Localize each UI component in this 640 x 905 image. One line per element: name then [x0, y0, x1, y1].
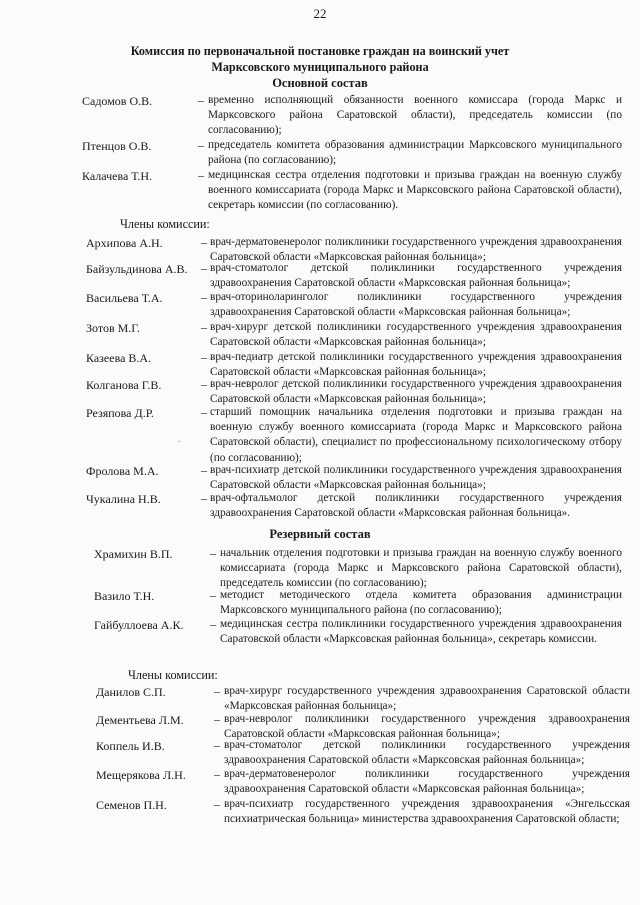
margin-mark: .: [178, 434, 181, 445]
reserve-member-description: врач-стоматолог детской поликлиники государственного учреждения здравоохранения Саратовской области «Марксовская районная больница»;: [224, 739, 630, 767]
main-member-name: Зотов М.Г.: [86, 321, 140, 335]
reserve-member-name: Мещерякова Л.Н.: [96, 768, 186, 782]
main-member-description: врач-стоматолог детской поликлиники государственного учреждения здравоохранения Саратовской области «Марксовская районная больница»;: [210, 262, 622, 290]
main-leader-name: Калачева Т.Н.: [82, 169, 153, 183]
main-member-name: Казеева В.А.: [86, 351, 152, 365]
main-member-dash: –: [201, 377, 207, 391]
reserve-leader-description: методист методического отдела комитета образования администрации Марксовского муниципального района (по согласованию);: [220, 589, 622, 617]
main-leader-name: Птенцов О.В.: [82, 139, 152, 153]
main-member-description: врач-офтальмолог детской поликлиники государственного учреждения здравоохранения Саратовской области «Марксовская районная больница».: [210, 492, 622, 520]
main-leader-description: председатель комитета образования администрации Марксовского муниципального района (по согласованию);: [208, 139, 622, 167]
main-leader-dash: –: [198, 138, 204, 152]
main-member-dash: –: [201, 350, 207, 364]
reserve-member-description: врач-дерматовенеролог поликлиники государственного учреждения здравоохранения Саратовской области «Марксовская районная больница»;: [224, 768, 630, 796]
main-member-dash: –: [201, 405, 207, 419]
main-member-name: Васильева Т.А.: [86, 291, 163, 305]
main-leader-description: медицинская сестра отделения подготовки и призыва граждан на военную службу военного комиссариата (города Маркс и Марксовского района Саратовской области), секретарь комиссии (по согласованию).: [208, 169, 622, 212]
main-members-label: Члены комиссии:: [120, 217, 210, 231]
reserve-member-dash: –: [214, 797, 220, 811]
main-member-description: врач-дерматовенеролог поликлиники государственного учреждения здравоохранения Саратовской области «Марксовская районная больница»;: [210, 236, 622, 264]
page-number: 22: [313, 6, 327, 21]
main-member-description: врач-педиатр детской поликлиники государственного учреждения здравоохранения Саратовской области «Марксовская районная больница»;: [210, 351, 622, 379]
reserve-leader-name: Вазило Т.Н.: [94, 589, 155, 603]
main-member-dash: –: [201, 463, 207, 477]
reserve-members-label: Члены комиссии:: [128, 668, 218, 682]
reserve-leader-dash: –: [210, 546, 216, 560]
main-leader-name: Садомов О.В.: [82, 94, 153, 108]
document-title-line-1: Комиссия по первоначальной постановке граждан на воинский учет: [130, 44, 510, 58]
main-member-description: врач-невролог детской поликлиники государственного учреждения здравоохранения Саратовской области «Марксовская районная больница»;: [210, 378, 622, 406]
reserve-leader-description: медицинская сестра поликлиники государственного учреждения здравоохранения Саратовской области «Марксовская районная больница», секретарь комиссии.: [220, 618, 622, 646]
reserve-leader-name: Храмихин В.П.: [94, 547, 173, 561]
reserve-member-dash: –: [214, 712, 220, 726]
main-member-name: Байзульдинова А.В.: [86, 262, 188, 276]
main-composition-heading: Основной состав: [272, 76, 368, 90]
reserve-leader-description: начальник отделения подготовки и призыва граждан на военную службу военного комиссариата (города Маркс и Марксовского района Саратовской области), председатель комиссии (по согласованию);: [220, 547, 622, 590]
main-member-dash: –: [201, 261, 207, 275]
main-member-dash: –: [201, 235, 207, 249]
main-member-dash: –: [201, 320, 207, 334]
reserve-member-dash: –: [214, 767, 220, 781]
reserve-member-name: Дементьева Л.М.: [96, 713, 184, 727]
document-title-line-2: Марксовского муниципального района: [211, 60, 429, 74]
reserve-member-name: Данилов С.П.: [96, 685, 166, 699]
reserve-member-description: врач-психиатр государственного учреждения здравоохранения «Энгельсская психиатрическая больница» министерства здравоохранения Саратовской области;: [224, 798, 630, 826]
reserve-member-name: Семенов П.Н.: [96, 798, 167, 812]
main-leader-dash: –: [198, 168, 204, 182]
main-member-name: Чукалина Н.В.: [86, 492, 161, 506]
main-leader-dash: –: [198, 93, 204, 107]
reserve-leader-dash: –: [210, 617, 216, 631]
reserve-member-dash: –: [214, 684, 220, 698]
reserve-member-description: врач-невролог поликлиники государственного учреждения здравоохранения Саратовской области «Марксовская районная больница»;: [224, 713, 630, 741]
reserve-member-description: врач-хирург государственного учреждения здравоохранения Саратовской области «Марксовская районная больница»;: [224, 685, 630, 713]
main-member-name: Резяпова Д.Р.: [86, 406, 154, 420]
main-member-dash: –: [201, 491, 207, 505]
main-member-name: Фролова М.А.: [86, 464, 159, 478]
reserve-leader-name: Гайбуллоева А.К.: [94, 618, 184, 632]
reserve-member-dash: –: [214, 738, 220, 752]
main-member-description: врач-оториноларинголог поликлиники государственного учреждения здравоохранения Саратовской области «Марксовская районная больница»;: [210, 291, 622, 319]
main-member-description: старший помощник начальника отделения подготовки и призыва граждан на военную службу военного комиссариата (города Маркс и Марксовского района Саратовской области), специалист по профессиональному психологическому отбору (по согласованию);: [210, 406, 622, 464]
reserve-leader-dash: –: [210, 588, 216, 602]
main-member-description: врач-хирург детской поликлиники государственного учреждения здравоохранения Саратовской области «Марксовская районная больница»;: [210, 321, 622, 349]
main-member-description: врач-психиатр детской поликлиники государственного учреждения здравоохранения Саратовской области «Марксовская районная больница»;: [210, 464, 622, 492]
main-member-dash: –: [201, 290, 207, 304]
main-member-name: Колганова Г.В.: [86, 378, 162, 392]
reserve-member-name: Коппель И.В.: [96, 739, 165, 753]
main-leader-description: временно исполняющий обязанности военного комиссара (города Маркс и Марксовского района Саратовской области), председатель комиссии (по согласованию);: [208, 94, 622, 137]
reserve-composition-heading: Резервный состав: [269, 527, 371, 541]
main-member-name: Архипова А.Н.: [86, 236, 163, 250]
